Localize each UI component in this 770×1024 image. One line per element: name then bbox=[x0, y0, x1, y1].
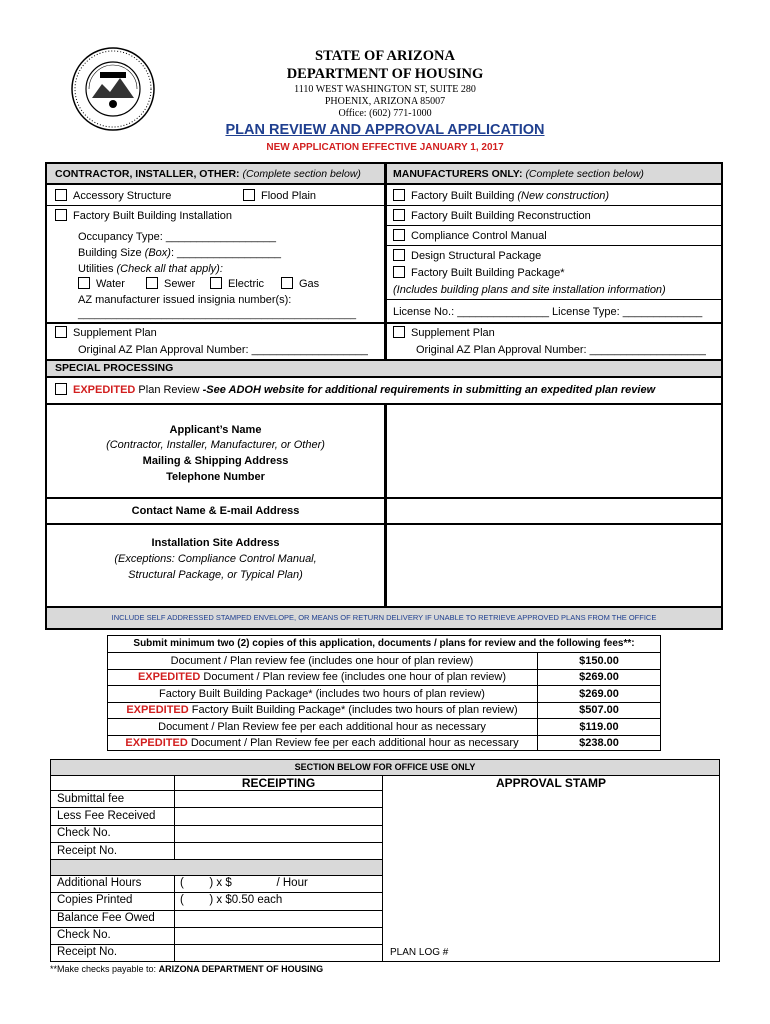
fee-row: Factory Built Building Package* (includes two hours of plan review) $269.00 bbox=[159, 688, 619, 700]
address-line-2: PHOENIX, ARIZONA 85007 bbox=[324, 96, 446, 107]
office-use-heading: SECTION BELOW FOR OFFICE USE ONLY bbox=[51, 760, 719, 775]
fbb-installation-checkbox[interactable] bbox=[55, 209, 67, 221]
state-seal bbox=[70, 46, 156, 132]
mailing-address-label: Mailing & Shipping Address bbox=[142, 455, 289, 467]
less-fee-label: Less Fee Received bbox=[57, 810, 156, 822]
office-divider-row bbox=[51, 860, 382, 875]
sewer-checkbox[interactable] bbox=[146, 277, 158, 289]
approval-stamp-heading: APPROVAL STAMP bbox=[495, 776, 606, 790]
gas-option[interactable]: Gas bbox=[281, 277, 319, 291]
copies-formula[interactable]: ( ) x $0.50 each bbox=[180, 894, 283, 906]
occupancy-type-field[interactable]: Occupancy Type: __________________ bbox=[78, 231, 276, 243]
fbb-recon-option[interactable]: Factory Built Building Reconstruction bbox=[393, 209, 591, 223]
includes-note: (Includes building plans and site installation information) bbox=[393, 284, 666, 296]
fbb-package-checkbox[interactable] bbox=[393, 266, 405, 278]
site-note-1: (Exceptions: Compliance Control Manual, bbox=[114, 553, 317, 565]
expedited-checkbox[interactable] bbox=[55, 383, 67, 395]
manufacturer-supplement-checkbox[interactable] bbox=[393, 326, 405, 338]
additional-hours-label: Additional Hours bbox=[57, 877, 142, 889]
license-fields[interactable]: License No.: _______________ License Type: _____________ bbox=[393, 306, 703, 318]
office-phone: Office: (602) 771-1000 bbox=[338, 108, 432, 119]
hours-formula[interactable]: ( ) x $ / Hour bbox=[180, 877, 308, 889]
insignia-input-line[interactable]: __________________________________________________ bbox=[78, 309, 357, 320]
fee-row: Document / Plan review fee (includes one hour of plan review) $150.00 bbox=[170, 655, 619, 667]
contact-label: Contact Name & E-mail Address bbox=[131, 505, 300, 517]
site-input-area[interactable] bbox=[387, 525, 721, 608]
fbb-package-option[interactable]: Factory Built Building Package* bbox=[393, 266, 564, 280]
approval-stamp-area bbox=[383, 791, 719, 941]
copies-printed-label: Copies Printed bbox=[57, 894, 133, 906]
contractor-original-approval[interactable]: Original AZ Plan Approval Number: ___________________ bbox=[78, 344, 368, 356]
compliance-option[interactable]: Compliance Control Manual bbox=[393, 229, 547, 243]
check-no-label: Check No. bbox=[57, 827, 111, 839]
design-option[interactable]: Design Structural Package bbox=[393, 249, 541, 263]
contractor-supplement-checkbox[interactable] bbox=[55, 326, 67, 338]
manufacturer-supplement-option[interactable]: Supplement Plan bbox=[393, 326, 495, 340]
fee-row: EXPEDITED Factory Built Building Package* (includes two hours of plan review) $507.00 bbox=[126, 704, 619, 716]
department-title: DEPARTMENT OF HOUSING bbox=[286, 66, 484, 82]
fee-row: EXPEDITED Document / Plan review fee (includes one hour of plan review) $269.00 bbox=[137, 671, 619, 683]
flood-plain-option[interactable]: Flood Plain bbox=[243, 189, 316, 203]
utilities-label: Utilities (Check all that apply): bbox=[78, 263, 223, 275]
fees-heading: Submit minimum two (2) copies of this application, documents / plans for review and the following fees**: bbox=[133, 638, 635, 649]
contact-input-area[interactable] bbox=[387, 499, 721, 523]
flood-plain-checkbox[interactable] bbox=[243, 189, 255, 201]
contractor-heading: CONTRACTOR, INSTALLER, OTHER: (Complete section below) bbox=[55, 168, 361, 180]
manufacturer-original-approval[interactable]: Original AZ Plan Approval Number: ___________________ bbox=[416, 344, 706, 356]
design-checkbox[interactable] bbox=[393, 249, 405, 261]
submittal-fee-label: Submittal fee bbox=[57, 793, 125, 805]
electric-option[interactable]: Electric bbox=[210, 277, 264, 291]
compliance-checkbox[interactable] bbox=[393, 229, 405, 241]
return-envelope-banner: INCLUDE SELF ADDRESSED STAMPED ENVELOPE, OR MEANS OF RETURN DELIVERY IF UNABLE TO RETRIEVE APPROVED PLANS FROM THE OFFICE bbox=[47, 608, 721, 628]
plan-log-label: PLAN LOG # bbox=[390, 947, 449, 958]
accessory-structure-option[interactable]: Accessory Structure bbox=[55, 189, 171, 203]
address-line-1: 1110 WEST WASHINGTON ST, SUITE 280 bbox=[294, 84, 476, 95]
fee-row: EXPEDITED Document / Plan Review fee per each additional hour as necessary $238.00 bbox=[125, 737, 619, 749]
manufacturers-heading: MANUFACTURERS ONLY: (Complete section below) bbox=[393, 168, 644, 180]
site-note-2: Structural Package, or Typical Plan) bbox=[128, 569, 303, 581]
fbb-installation-option[interactable]: Factory Built Building Installation bbox=[55, 209, 232, 223]
telephone-label: Telephone Number bbox=[166, 471, 265, 483]
electric-checkbox[interactable] bbox=[210, 277, 222, 289]
gas-checkbox[interactable] bbox=[281, 277, 293, 289]
receipt-no-2-label: Receipt No. bbox=[57, 946, 118, 958]
water-checkbox[interactable] bbox=[78, 277, 90, 289]
building-size-field[interactable]: Building Size (Box): _________________ bbox=[78, 247, 282, 259]
insignia-label: AZ manufacturer issued insignia number(s): bbox=[78, 294, 292, 306]
state-title: STATE OF ARIZONA bbox=[315, 48, 455, 64]
receipting-heading: RECEIPTING bbox=[241, 776, 316, 790]
fbb-new-checkbox[interactable] bbox=[393, 189, 405, 201]
expedited-option[interactable]: EXPEDITED Plan Review -See ADOH website for additional requirements in submitting an expedited plan review bbox=[55, 383, 655, 397]
payable-note: **Make checks payable to: ARIZONA DEPARTMENT OF HOUSING bbox=[50, 964, 324, 974]
applicant-note: (Contractor, Installer, Manufacturer, or Other) bbox=[106, 439, 325, 451]
form-title: PLAN REVIEW AND APPROVAL APPLICATION bbox=[225, 122, 545, 138]
balance-fee-label: Balance Fee Owed bbox=[57, 912, 155, 924]
fbb-recon-checkbox[interactable] bbox=[393, 209, 405, 221]
sewer-option[interactable]: Sewer bbox=[146, 277, 195, 291]
fee-row: Document / Plan Review fee per each additional hour as necessary $119.00 bbox=[158, 721, 619, 733]
accessory-structure-checkbox[interactable] bbox=[55, 189, 67, 201]
applicant-name-label: Applicant’s Name bbox=[169, 424, 262, 436]
form-subtitle: NEW APPLICATION EFFECTIVE JANUARY 1, 2017 bbox=[266, 142, 504, 153]
fbb-new-option[interactable]: Factory Built Building (New construction) bbox=[393, 189, 609, 203]
water-option[interactable]: Water bbox=[78, 277, 125, 291]
applicant-input-area[interactable] bbox=[387, 405, 721, 497]
contractor-supplement-option[interactable]: Supplement Plan bbox=[55, 326, 157, 340]
installation-site-label: Installation Site Address bbox=[151, 537, 280, 549]
special-processing-title: SPECIAL PROCESSING bbox=[55, 362, 174, 374]
check-no-2-label: Check No. bbox=[57, 929, 111, 941]
seal-icon bbox=[70, 46, 156, 132]
receipt-no-label: Receipt No. bbox=[57, 845, 118, 857]
